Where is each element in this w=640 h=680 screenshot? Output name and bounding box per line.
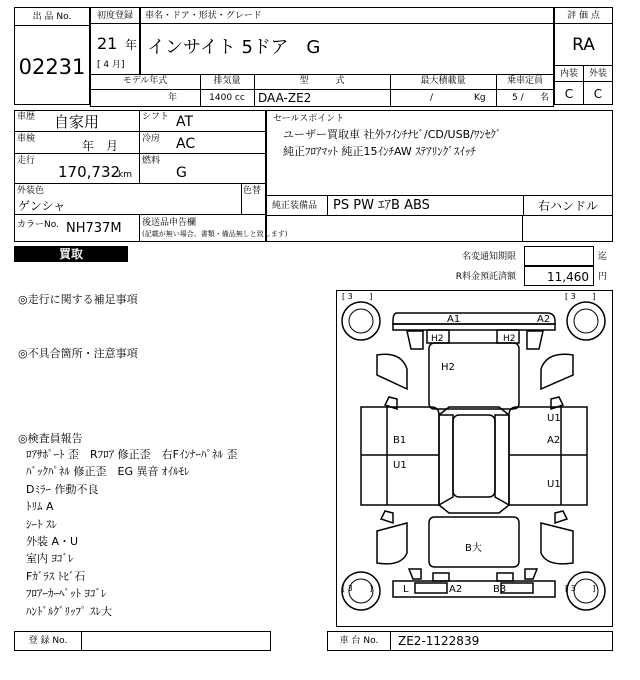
displacement-label: 排気量 bbox=[213, 76, 241, 86]
divider bbox=[139, 214, 140, 242]
history: 自家用 bbox=[54, 113, 100, 131]
divider bbox=[390, 632, 391, 650]
corner-label-bottom-left: [ 3 ] bbox=[342, 584, 373, 593]
sales-point-line-1: ユーザー買取車 社外ﾌｲﾝﾁﾅﾋﾞ/CD/USB/ﾜﾝｾｸﾞ bbox=[283, 128, 502, 141]
exterior-score-cell bbox=[583, 81, 613, 105]
exterior-label: 外装 bbox=[588, 69, 607, 79]
max-load-value: / bbox=[430, 93, 434, 103]
divider bbox=[14, 131, 266, 132]
car-diagram bbox=[336, 290, 613, 627]
car-name: インサイト 5ドア G bbox=[147, 37, 321, 58]
purchase-label: 買取 bbox=[58, 247, 83, 261]
first-reg-cell bbox=[90, 23, 140, 75]
reg-month: [ 4 月] bbox=[97, 60, 125, 70]
mark-right-u1b: U1 bbox=[547, 479, 561, 490]
defects-title: ◎不具合箇所・注意事項 bbox=[18, 347, 138, 360]
eval-label-cell bbox=[554, 7, 613, 24]
shift: AT bbox=[176, 114, 194, 130]
inspector-title: ◎検査員報告 bbox=[18, 432, 83, 445]
inspection-label: 車検 bbox=[17, 134, 36, 144]
car-diagram-svg bbox=[337, 291, 612, 626]
max-load-label: 最大積載量 bbox=[420, 76, 466, 86]
interior-label: 内装 bbox=[559, 69, 578, 79]
trunk bbox=[429, 517, 519, 567]
recycle-value-box bbox=[524, 266, 594, 286]
reg-no-label: 登 録 No. bbox=[28, 636, 68, 646]
sales-points-label: セールスポイント bbox=[273, 114, 345, 124]
interior-score: C bbox=[564, 87, 574, 101]
color-no: NH737M bbox=[66, 221, 122, 236]
mark-right-u1: U1 bbox=[547, 413, 561, 424]
mark-rear-a2: A2 bbox=[449, 584, 463, 595]
exterior-label-cell bbox=[583, 65, 613, 82]
divider bbox=[14, 153, 266, 154]
mark-rear-b3: B3 bbox=[493, 584, 507, 595]
mark-front-left: A1 bbox=[447, 314, 461, 325]
mileage-unit: km bbox=[118, 170, 132, 180]
roof bbox=[453, 415, 495, 497]
ac-label: 冷房 bbox=[142, 134, 161, 144]
equipment-label: 純正装備品 bbox=[272, 201, 318, 211]
name-change-label: 名変通知期限 bbox=[461, 252, 516, 262]
note-line: ﾊﾞｯｸﾊﾟﾈﾙ 修正歪 EG 異音 ｵｲﾙﾓﾚ bbox=[26, 465, 190, 479]
sales-points-box bbox=[266, 110, 613, 196]
mark-rear-l: L bbox=[403, 584, 409, 595]
mark-front-right: A2 bbox=[537, 314, 551, 325]
mark-hood: H2 bbox=[441, 362, 455, 373]
recycle-label: R料金預託済額 bbox=[455, 272, 516, 282]
capacity: 5 / bbox=[512, 93, 524, 103]
color-no-label: カラーNo. bbox=[17, 220, 59, 230]
corner-label-bottom-right: [ 3 ] bbox=[565, 584, 596, 593]
first-reg-label: 初度登録 bbox=[96, 11, 133, 21]
chassis-label: 車 台 No. bbox=[339, 636, 379, 646]
divider bbox=[14, 183, 266, 184]
fuel: G bbox=[176, 165, 187, 181]
retrofit-label: 後送品申告欄 bbox=[142, 218, 197, 228]
equipment-value: PS PW ｴｱB ABS bbox=[333, 198, 430, 213]
note-line: ﾛｱｻﾎﾟｰﾄ 歪 Rﾌﾛｱ 修正歪 右Fｲﾝﾅｰﾊﾟﾈﾙ 歪 bbox=[26, 448, 238, 461]
fuel-label: 燃料 bbox=[142, 156, 161, 166]
sales-point-line-2: 純正ﾌﾛｱﾏｯﾄ 純正15ｲﾝﾁAW ｽﾃｱﾘﾝｸﾞｽｲｯﾁ bbox=[283, 145, 476, 158]
color-change-label: 色替 bbox=[243, 186, 262, 196]
chassis-row bbox=[327, 631, 613, 651]
lot-number-box bbox=[14, 7, 90, 105]
mark-h2-left: H2 bbox=[431, 334, 444, 344]
note-line: Fｶﾞﾗｽ ﾄﾋﾞ石 bbox=[26, 569, 86, 583]
divider bbox=[139, 110, 140, 183]
wheel-front-left bbox=[342, 302, 380, 340]
equipment-row bbox=[266, 195, 613, 216]
car-name-label: 車名・ドア・形状・グレード bbox=[145, 11, 262, 21]
note-line: ﾌﾛｱｰｶｰﾍﾟｯﾄ ﾖｺﾞﾚ bbox=[26, 587, 107, 601]
lot-no-label: 出 品 No. bbox=[15, 10, 89, 26]
model-year-label: モデル年式 bbox=[122, 76, 168, 86]
car-name-label-cell bbox=[140, 7, 554, 24]
ac: AC bbox=[176, 136, 196, 152]
name-change-value-box bbox=[524, 246, 594, 266]
name-change-suffix: 迄 bbox=[598, 252, 608, 262]
front-bumper bbox=[393, 313, 555, 324]
reg-year: 21 bbox=[97, 34, 118, 53]
wheel-front-right bbox=[567, 302, 605, 340]
lot-no: 02231 bbox=[18, 55, 86, 79]
interior-label-cell bbox=[554, 65, 584, 82]
handle: 右ハンドル bbox=[537, 199, 598, 213]
reg-no-row bbox=[14, 631, 271, 651]
inspector-notes bbox=[26, 446, 326, 620]
mark-rear-b: B大 bbox=[465, 543, 482, 554]
type-label: 型 式 bbox=[299, 76, 345, 86]
eval-label: 評 価 点 bbox=[567, 11, 600, 21]
interior-score-cell bbox=[554, 81, 584, 105]
chassis-no: ZE2-1122839 bbox=[398, 634, 480, 648]
inspection: 年 月 bbox=[82, 139, 119, 153]
note-line: ｼｰﾄ ｽﾚ bbox=[26, 517, 57, 531]
car-name-cell bbox=[140, 23, 554, 75]
model-type: DAA-ZE2 bbox=[258, 91, 312, 105]
capacity-label: 乗車定員 bbox=[506, 76, 543, 86]
color-label: 外装色 bbox=[17, 186, 45, 196]
mark-left-u1: U1 bbox=[393, 460, 407, 471]
max-load-unit: Kg bbox=[474, 93, 486, 103]
note-line: ﾊﾝﾄﾞﾙｸﾞﾘｯﾌﾟ ｽﾚ大 bbox=[26, 604, 112, 618]
shift-label: シフト bbox=[142, 112, 170, 122]
model-year-unit: 年 bbox=[168, 93, 178, 103]
mileage-label: 走行 bbox=[17, 156, 36, 166]
divider bbox=[522, 215, 523, 242]
displacement: 1400 cc bbox=[209, 93, 245, 103]
note-line: ﾄﾘﾑ A bbox=[26, 500, 54, 514]
eval-score: RA bbox=[572, 35, 595, 55]
history-label: 車歴 bbox=[17, 112, 36, 122]
recycle-suffix: 円 bbox=[598, 272, 608, 282]
divider bbox=[241, 183, 242, 215]
mark-h2-right: H2 bbox=[503, 334, 516, 344]
hood bbox=[429, 343, 519, 409]
color: ゲンシャ bbox=[18, 199, 66, 213]
recycle-value: 11,460 bbox=[547, 270, 589, 284]
corner-label-top-left: [ 3 ] bbox=[342, 292, 373, 301]
first-reg-label-cell bbox=[90, 7, 140, 24]
eval-score-cell bbox=[554, 23, 613, 66]
corner-label-top-right: [ 3 ] bbox=[565, 292, 596, 301]
retrofit-note: (記載が無い場合、書類・備品無しと致します) bbox=[142, 230, 288, 238]
divider bbox=[327, 196, 328, 215]
mark-left-b1: B1 bbox=[393, 435, 407, 446]
blank-row bbox=[266, 215, 613, 242]
mileage: 170,732 bbox=[58, 163, 121, 181]
supplement-title: ◎走行に関する補足事項 bbox=[18, 293, 138, 306]
left-side bbox=[361, 407, 439, 505]
capacity-unit: 名 bbox=[540, 93, 550, 103]
reg-year-unit: 年 bbox=[125, 38, 138, 52]
note-line: 外装 A・U bbox=[26, 535, 79, 549]
mark-right-a2: A2 bbox=[547, 435, 561, 446]
purchase-bar bbox=[14, 246, 128, 262]
note-line: 室内 ﾖｺﾞﾚ bbox=[26, 552, 74, 566]
note-line: Dﾐﾗｰ 作動不良 bbox=[26, 482, 99, 496]
exterior-score: C bbox=[593, 87, 603, 101]
divider bbox=[81, 632, 82, 650]
